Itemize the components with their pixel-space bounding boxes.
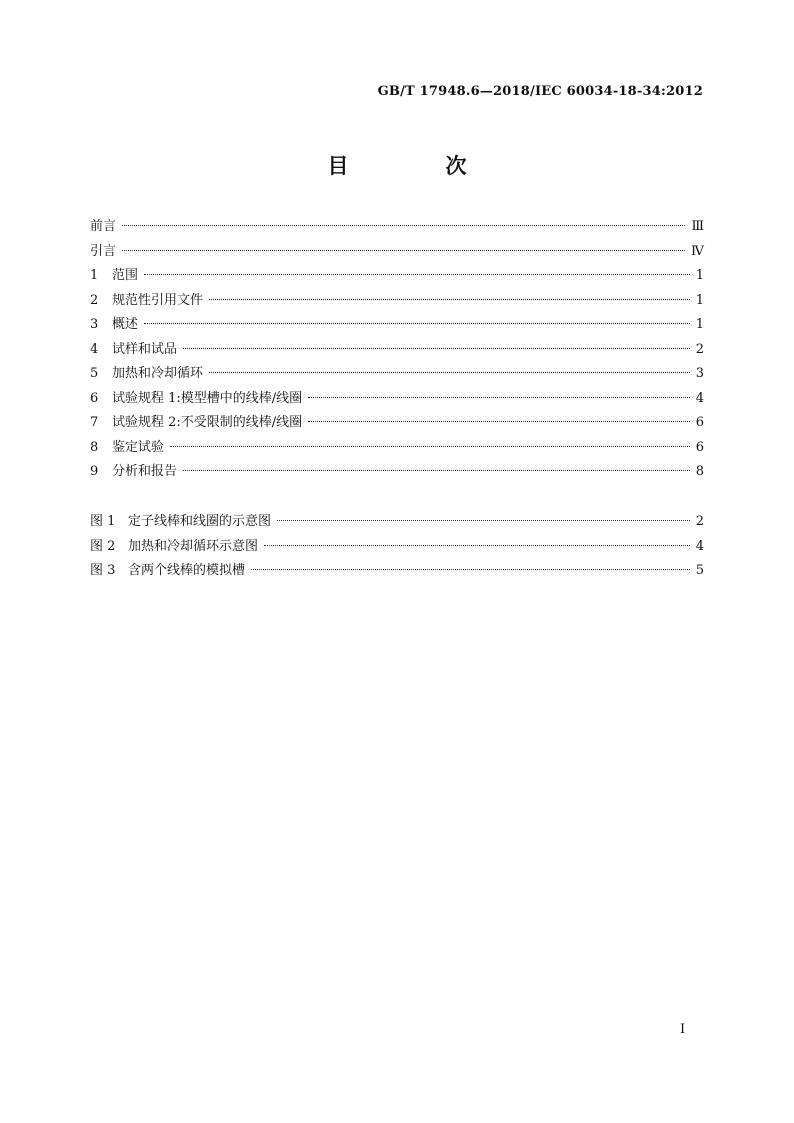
toc-entry-number: 6 — [90, 390, 99, 406]
toc-entry-label: 试验规程 1:模型槽中的线棒/线圈 — [112, 390, 303, 406]
toc-entry-number: 7 — [90, 415, 99, 430]
dot-leader — [122, 250, 685, 251]
toc-entry-page: 4 — [695, 390, 704, 406]
figure-entry-label: 加热和冷却循环示意图 — [128, 538, 259, 554]
toc-entry-page: 3 — [695, 366, 704, 381]
toc-entry-page: 8 — [695, 464, 704, 479]
toc-entry[interactable] — [90, 436, 704, 461]
figure-entry-number: 图 1 — [90, 514, 116, 529]
toc-entry-number: 8 — [90, 439, 99, 455]
dot-leader — [251, 569, 690, 570]
toc-entry-page: Ⅳ — [691, 243, 704, 259]
figure-entry[interactable] — [90, 559, 704, 584]
figure-entry-number: 图 2 — [90, 538, 116, 554]
toc-entry[interactable] — [90, 313, 704, 338]
toc-entry-label: 加热和冷却循环 — [112, 366, 204, 381]
dot-leader — [209, 299, 690, 300]
dot-leader — [144, 323, 690, 324]
toc-entry-number: 4 — [90, 341, 99, 357]
toc-entry-page: 1 — [695, 292, 704, 308]
toc-entry-number: 9 — [90, 464, 99, 479]
toc-entry-label: 试样和试品 — [112, 341, 178, 357]
toc-entry[interactable] — [90, 240, 704, 265]
figure-entry-number: 图 3 — [90, 563, 116, 578]
toc-entry-page: 1 — [695, 268, 704, 283]
figure-entry-page: 2 — [695, 514, 704, 529]
dot-leader — [264, 545, 690, 546]
toc-entry-page: 6 — [695, 439, 704, 455]
dot-leader — [122, 225, 685, 226]
toc-entry-label: 引言 — [90, 243, 117, 259]
toc-entry-number: 2 — [90, 292, 99, 308]
dot-leader — [308, 397, 690, 398]
dot-leader — [308, 421, 690, 422]
toc-entry[interactable] — [90, 289, 704, 314]
page-title: 目 次 — [327, 153, 505, 178]
figure-entry[interactable] — [90, 510, 704, 535]
figure-entry-page: 4 — [695, 538, 704, 554]
toc-entry-number: 3 — [90, 317, 99, 332]
dot-leader — [277, 520, 690, 521]
toc-entry-page: Ⅲ — [691, 219, 704, 234]
toc-entry-label: 规范性引用文件 — [112, 292, 204, 308]
toc-entry-label: 分析和报告 — [112, 464, 178, 479]
toc-entry-label: 概述 — [112, 317, 139, 332]
dot-leader — [170, 446, 690, 447]
toc-entry[interactable] — [90, 338, 704, 363]
table-of-contents — [90, 215, 704, 485]
figure-entry-label: 定子线棒和线圈的示意图 — [128, 514, 272, 529]
figure-entry-label: 含两个线棒的模拟槽 — [128, 563, 246, 578]
dot-leader — [183, 348, 690, 349]
toc-entry-page: 6 — [695, 415, 704, 430]
toc-entry-label: 范围 — [112, 268, 139, 283]
dot-leader — [144, 274, 690, 275]
toc-entry[interactable] — [90, 215, 704, 240]
toc-entry[interactable] — [90, 411, 704, 436]
dot-leader — [209, 372, 690, 373]
toc-entry-label: 试验规程 2:不受限制的线棒/线圈 — [112, 415, 303, 430]
figure-entry-page: 5 — [695, 563, 704, 578]
figure-list — [90, 510, 704, 584]
toc-entry[interactable] — [90, 460, 704, 485]
dot-leader — [183, 470, 690, 471]
toc-entry-page: 2 — [695, 341, 704, 357]
toc-entry[interactable] — [90, 264, 704, 289]
toc-entry[interactable] — [90, 362, 704, 387]
toc-entry-number: 1 — [90, 268, 99, 283]
toc-entry-number: 5 — [90, 366, 99, 381]
page-number: I — [680, 1022, 686, 1037]
figure-entry[interactable] — [90, 535, 704, 560]
toc-entry[interactable] — [90, 387, 704, 412]
toc-entry-page: 1 — [695, 317, 704, 332]
toc-entry-label: 前言 — [90, 219, 117, 234]
toc-entry-label: 鉴定试验 — [112, 439, 165, 455]
standard-code: GB/T 17948.6—2018/IEC 60034-18-34:2012 — [377, 84, 703, 99]
